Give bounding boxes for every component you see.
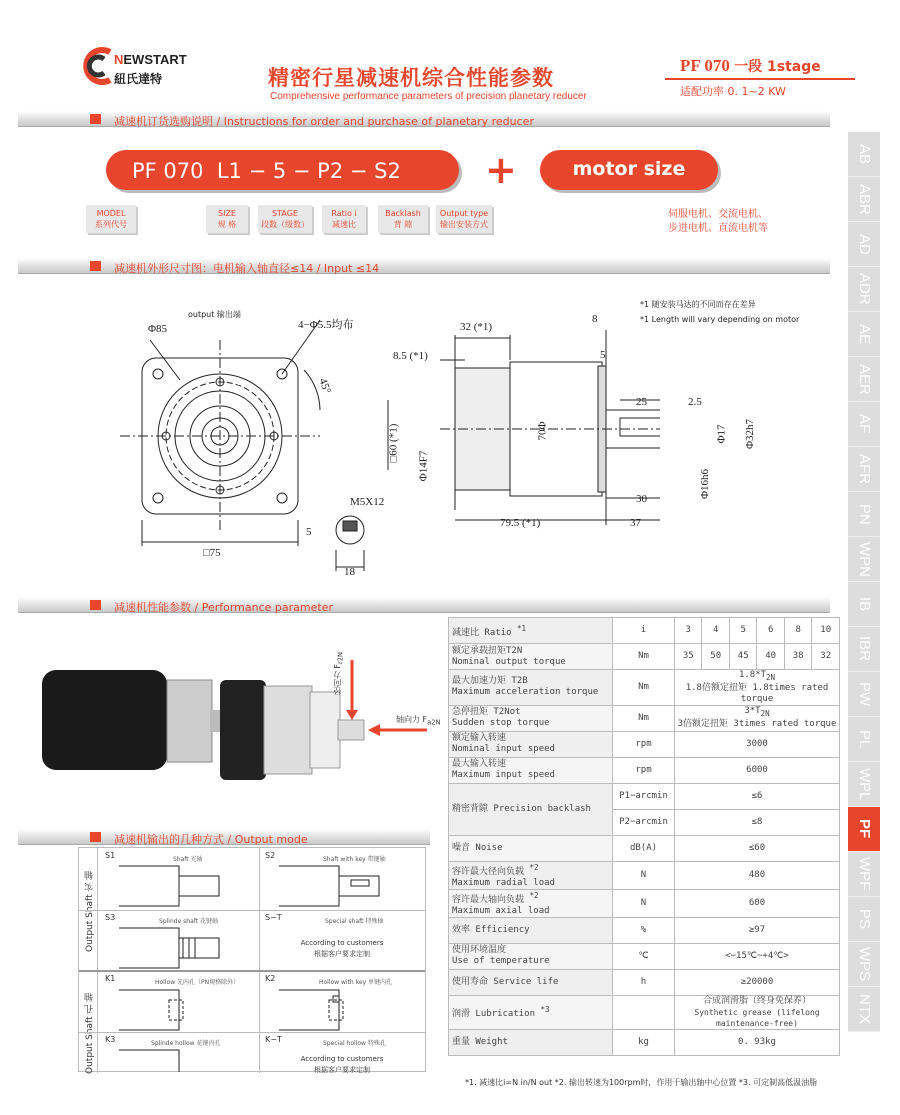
- series-tab-ae[interactable]: AE: [848, 312, 880, 357]
- dim-k18: 18: [344, 566, 355, 578]
- mode-st: S−T: [265, 913, 282, 922]
- section-title: 减速机订货选购说明 / Instructions for order and purchase of planetary reducer: [114, 115, 534, 128]
- section-bar-output: [18, 829, 430, 845]
- radial-force-label: 径向力 $F_{r2N}$: [333, 652, 345, 696]
- series-tab-ad[interactable]: AD: [848, 222, 880, 267]
- mode-k3: K3: [105, 1035, 116, 1044]
- table-footnote: *1. 减速比i=N in/N out *2. 输出转速为100rpm时，作用于输出轴中心位置 *3. 可定制高低温油脂: [465, 1078, 818, 1087]
- brand-cn: 紐氏達特: [114, 72, 163, 86]
- axial-force-label: 轴向力 $F_{a2N}$: [396, 715, 441, 727]
- table-row: 减速比 Ratio $^{*1}$ i 3 4 5 6 8 10: [449, 618, 840, 644]
- table-row: 润滑 Lubrication $^{*3}$ 合成润滑脂（终身免保养） Synthetic grease (lifelong maintenance-free): [449, 995, 840, 1029]
- dim-sq75: □75: [203, 547, 221, 559]
- mode-s2: S2: [265, 851, 276, 860]
- label-stage: STAGE 段数（级数）: [258, 205, 312, 233]
- series-tab-ps[interactable]: PS: [848, 897, 880, 942]
- mode-s1: S1: [105, 851, 116, 860]
- shaft-s2-drawing: [279, 864, 399, 908]
- custom-note-hollow: According to customers 根据客户要求定制: [300, 1055, 384, 1074]
- dim-angle: 45°: [316, 376, 333, 396]
- table-row: 容许最大轴向负载 $^{*2}$ Maximum axial load N 600: [449, 889, 840, 917]
- table-row: 最大输入转速 Maximum input speed rpm 6000: [449, 757, 840, 783]
- mode-s3-caption: Splinde shaft 花键轴: [159, 918, 219, 925]
- divider: [97, 848, 98, 1073]
- product-photo: [32, 640, 432, 810]
- series-tab-strip: [848, 132, 880, 1032]
- table-row: 急停扭矩 T2Not Sudden stop torque Nm $3*T_{2N}$ 3倍额定扭矩 3times rated torque: [449, 705, 840, 731]
- logo-mark-icon: [80, 44, 114, 88]
- hollow-k3-drawing: [119, 1048, 239, 1072]
- divider: [259, 848, 260, 1073]
- series-tab-abr[interactable]: ABR: [848, 177, 880, 222]
- dim-d14: Φ14F7: [417, 450, 430, 482]
- mode-k1: K1: [105, 974, 116, 983]
- table-row: 效率 Efficiency % ≥97: [449, 917, 840, 943]
- label-ratio: Ratio i 减速比: [322, 205, 366, 233]
- dim-k5: 5: [306, 526, 312, 538]
- dim-d85: Φ85: [148, 323, 168, 335]
- hollow-shaft-label: Output Shaft 孔 轴: [85, 992, 95, 1074]
- power-range: 适配功率 0. 1~2 KW: [680, 85, 786, 98]
- series-tab-afr[interactable]: AFR: [848, 447, 880, 492]
- table-row: 使用寿命 Service life h ≥20000: [449, 969, 840, 995]
- dim-m5: M5X12: [350, 496, 385, 508]
- section-title: 减速机外形尺寸图：电机输入轴直径≤14 / Input ≤14: [114, 262, 380, 275]
- section-bar-performance: [18, 597, 830, 613]
- dim-l25: 25: [636, 396, 647, 408]
- hollow-k1-drawing: [119, 988, 239, 1032]
- performance-table: [448, 617, 840, 1056]
- custom-note-solid: According to customers 根据客户要求定制: [300, 939, 384, 958]
- dim-l25b: 2.5: [688, 396, 702, 408]
- series-tab-wpn[interactable]: WPN: [848, 537, 880, 582]
- hollow-k2-drawing: [279, 988, 399, 1032]
- series-tab-af[interactable]: AF: [848, 402, 880, 447]
- dim-d32h7: Φ32h7: [744, 418, 757, 450]
- dim-d70: 70Φ: [536, 421, 549, 441]
- section-title: 减速机性能参数 / Performance parameter: [114, 601, 333, 614]
- series-tab-pf[interactable]: PF: [848, 807, 880, 852]
- mode-k1-caption: Hollow 光内孔（PN规格除外）: [155, 979, 240, 986]
- series-tab-pn[interactable]: PN: [848, 492, 880, 537]
- section-bar-dimensions: [18, 258, 830, 274]
- mode-st-caption: Special shaft 特殊轴: [325, 918, 384, 925]
- label-backlash: Backlash 背 隙: [378, 205, 428, 233]
- series-tab-ibr[interactable]: IBR: [848, 627, 880, 672]
- page-title: 精密行星减速机综合性能参数: [268, 66, 554, 90]
- motor-size-pill: motor size: [540, 150, 718, 190]
- dim-holes: 4−Φ5.5均布: [298, 319, 354, 331]
- series-tab-adr[interactable]: ADR: [848, 267, 880, 312]
- table-row: 使用环境温度 Use of temperature ℃ <−15℃~+4℃>: [449, 943, 840, 969]
- mode-s2-caption: Shaft with key 带键轴: [323, 856, 386, 863]
- divider: [79, 1032, 425, 1033]
- newstart-logo: [80, 44, 190, 94]
- divider: [79, 970, 425, 972]
- plus-icon: +: [485, 148, 517, 192]
- side-view-drawing: [380, 310, 660, 550]
- series-tab-pl[interactable]: PL: [848, 717, 880, 762]
- dim-l30: 30: [636, 493, 647, 505]
- output-mode-table: [78, 847, 426, 1072]
- dim-l37: 37: [630, 517, 641, 529]
- divider: [79, 910, 425, 911]
- table-row: 重量 Weight kg 0. 93kg: [449, 1029, 840, 1055]
- bullet-icon: [90, 832, 101, 842]
- section-bar-order: [18, 111, 830, 127]
- dim-32: 32 (*1): [460, 321, 493, 333]
- motor-types: 伺服电机、交流电机、 步进电机、直流电机等: [668, 209, 768, 234]
- drawing-note-en: *1 Length will vary depending on motor: [640, 315, 800, 324]
- output-label: output 输出端: [188, 310, 241, 319]
- dim-d17: Φ17: [715, 424, 728, 444]
- table-row: 容许最大径向负载 $^{*2}$ Maximum radial load N 480: [449, 861, 840, 889]
- mode-k3-caption: Splinde hollow 花键内孔: [151, 1040, 221, 1047]
- dim-d16: Φ16h6: [699, 468, 712, 500]
- bullet-icon: [90, 600, 101, 610]
- mode-k2: K2: [265, 974, 276, 983]
- series-tab-wpl[interactable]: WPL: [848, 762, 880, 807]
- series-tab-wps[interactable]: WPS: [848, 942, 880, 987]
- solid-shaft-label: Output Shaft 实 轴: [85, 870, 95, 952]
- table-row: P2−arcmin ≤8: [449, 809, 840, 835]
- model-underline: [665, 78, 855, 80]
- label-model: MODEL 系列代号: [86, 205, 136, 233]
- dim-85: 8.5 (*1): [393, 350, 428, 362]
- label-size: SIZE 规 格: [206, 205, 248, 233]
- series-tab-ib[interactable]: IB: [848, 582, 880, 627]
- shaft-s3-drawing: [119, 926, 239, 970]
- table-row: 精密背隙 Precision backlash P1−arcmin ≤6: [449, 783, 840, 809]
- mode-k2-caption: Hollow with key 单键内孔: [319, 979, 393, 986]
- series-tab-ntx[interactable]: NTX: [848, 987, 880, 1032]
- brand-name: NEWSTART: [114, 52, 187, 67]
- shaft-s1-drawing: [119, 864, 239, 908]
- section-title: 减速机输出的几种方式 / Output mode: [114, 833, 308, 846]
- dim-8: 8: [592, 313, 598, 325]
- dim-sq60: □60 (*1): [387, 423, 400, 463]
- model-heading: PF 070 一段 1stage: [680, 56, 821, 75]
- series-tab-wpf[interactable]: WPF: [848, 852, 880, 897]
- series-tab-ab[interactable]: AB: [848, 132, 880, 177]
- dim-5: 5: [600, 349, 606, 361]
- mode-s1-caption: Shaft 光轴: [173, 856, 203, 863]
- table-row: 额定承载扭矩T2N Nominal output torque Nm 35 50 45 40 38 32: [449, 644, 840, 670]
- series-tab-aer[interactable]: AER: [848, 357, 880, 402]
- mode-kt-caption: Special hollow 特殊孔: [323, 1040, 386, 1047]
- order-code-pill: PF 070 L1 − 5 − P2 − S2: [106, 150, 459, 190]
- label-output-type: Output type 输出安装方式: [436, 205, 492, 233]
- table-row: 噪音 Noise dB(A) ≤60: [449, 835, 840, 861]
- mode-kt: K−T: [265, 1035, 282, 1044]
- page-subtitle: Comprehensive performance parameters of precision planetary reducer: [270, 91, 587, 102]
- table-row: 最大加速力矩 T2B Maximum acceleration torque Nm $1.8*T_{2N}$ 1.8倍额定扭矩 1.8times rated torque: [449, 670, 840, 706]
- bullet-icon: [90, 261, 101, 271]
- bullet-icon: [90, 114, 101, 124]
- series-tab-pw[interactable]: PW: [848, 672, 880, 717]
- mode-s3: S3: [105, 913, 116, 922]
- drawing-note-cn: *1 随安装马达的不同而存在差异: [640, 300, 756, 309]
- dim-l795: 79.5 (*1): [500, 517, 541, 529]
- table-row: 额定输入转速 Nominal input speed rpm 3000: [449, 731, 840, 757]
